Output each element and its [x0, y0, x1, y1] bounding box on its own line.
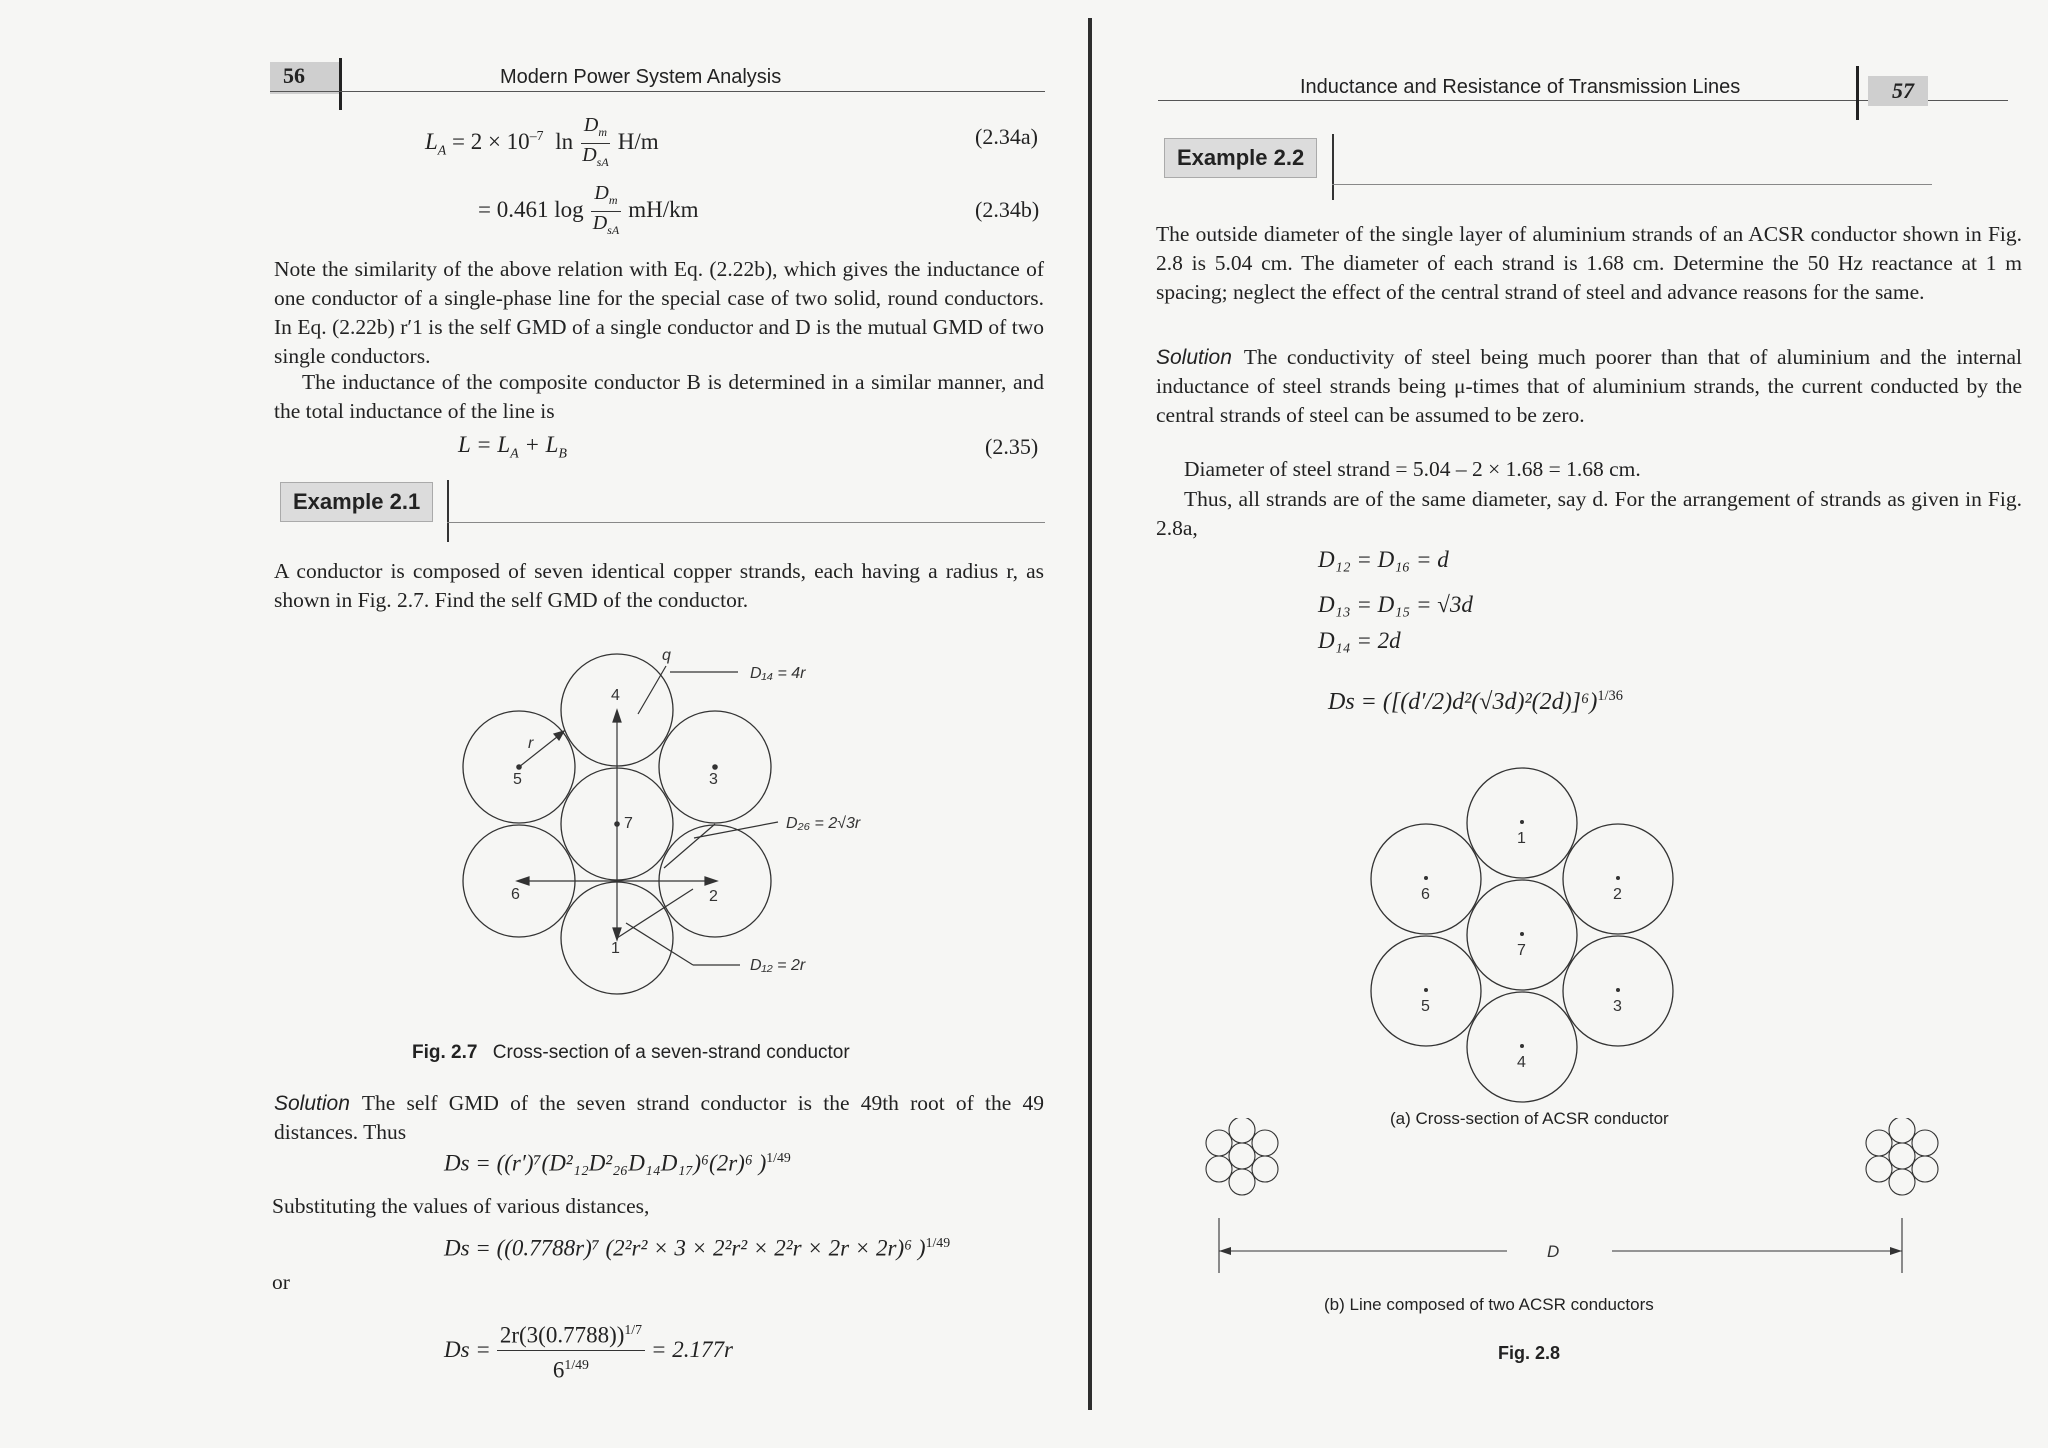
figure-2-7-caption [412, 1042, 850, 1064]
solution-text: The self GMD of the seven strand conductor is the 49th root of the 49 distances. Thus [274, 1091, 1044, 1144]
equation-number-2-34a: (2.34a) [975, 124, 1038, 149]
label-r: r [528, 735, 534, 752]
page-number: 57 [1892, 78, 1914, 103]
substituting-text: Substituting the values of various distances, [272, 1194, 650, 1218]
figure-2-7-caption-number: Fig. 2.7 [412, 1042, 478, 1063]
running-head: Modern Power System Analysis [500, 66, 782, 88]
equation-2-35: $L = L_A + L_B$ [458, 432, 567, 461]
label-3: 3 [1613, 998, 1622, 1015]
d-arrow-right [1890, 1247, 1902, 1255]
d26-arrowhead-left [517, 877, 529, 885]
figure-2-8-caption: Fig. 2.8 [1498, 1343, 1561, 1363]
label-4: 4 [1517, 1054, 1526, 1071]
label-q: q [662, 647, 671, 664]
equation-d12: D₁₂ = D₁₆ = d [1318, 547, 1449, 572]
header-tick [339, 58, 342, 110]
equation-ds-1: Ds = ((r′)⁷(D²₁₂D²₂₆D₁₄D₁₇)⁶(2r)⁶ )$^{1/49}$ [444, 1150, 791, 1176]
figure-2-8b-caption: (b) Line composed of two ACSR conductors [1324, 1295, 1654, 1314]
steel-diameter-text: Diameter of steel strand = 5.04 – 2 × 1.68 = 1.68 cm. [1184, 457, 1641, 481]
page-number-box [270, 62, 340, 94]
solution-paragraph [1156, 343, 2022, 430]
right-page [1092, 0, 2048, 1448]
figure-2-7-caption-text: Cross-section of a seven-strand conductor [492, 1042, 850, 1063]
label-d12: D₁₂ = 2r [750, 957, 806, 974]
example-2-1-tick [447, 480, 449, 542]
example-2-2-text: The outside diameter of the single layer of aluminium strands of an ACSR conductor shown in Fig. 2.8 is 5.04 cm. The diameter of each strand is 1.68 cm. Determine the 50 Hz reactance at 1 m spacing; neglect the effect of the central strand of steel and advance reasons for the same. [1156, 222, 2022, 304]
solution-label: Solution [1156, 346, 1232, 369]
page-number: 56 [283, 63, 305, 88]
example-2-1-rule [447, 522, 1045, 523]
d12-diag [626, 923, 693, 965]
example-2-2-heading: Example 2.2 [1164, 138, 1317, 178]
label-2: 2 [709, 888, 718, 905]
label-6: 6 [511, 886, 520, 903]
d26-arrowhead-right [705, 877, 717, 885]
figure-2-8a-caption: (a) Cross-section of ACSR conductor [1390, 1109, 1669, 1128]
figure-2-7 [440, 640, 900, 1010]
d26-leader [694, 822, 778, 838]
equation-ds: $Ds = ([(d'/2)d^2(√3d)^2(2d)]^6)^{1/36}$ [1328, 688, 1623, 715]
label-4: 4 [611, 687, 620, 704]
equation-ds-2: Ds = ((0.7788r)⁷ (2²r² × 3 × 2²r² × 2²r × 2r × 2r)⁶ )$^{1/49}$ [444, 1235, 951, 1261]
d-arrow-left [1219, 1247, 1231, 1255]
solution-paragraph [274, 1089, 1044, 1147]
example-2-2-rule [1332, 184, 1932, 185]
label-2: 2 [1613, 886, 1622, 903]
equation-ds-3: Ds = $\frac{2r(3(0.7788))^{1/7}}{6^{1/49}}$ = 2.177r [444, 1316, 733, 1384]
label-5: 5 [513, 771, 522, 788]
label-d14: D₁₄ = 4r [750, 665, 806, 682]
example-2-1-heading: Example 2.1 [280, 482, 433, 522]
equation-d14: D₁₄ = 2d [1318, 628, 1401, 653]
q-leader [638, 666, 666, 714]
or-text: or [272, 1270, 290, 1294]
total-inductance-paragraph: The inductance of the composite conductor B is determined in a similar manner, and the total inductance of the line is [274, 370, 1044, 423]
figure-2-8a [1362, 765, 1682, 1110]
equation-d13: D₁₃ = D₁₅ = √3d [1318, 592, 1473, 617]
label-1: 1 [611, 940, 620, 957]
label-d: D [1547, 1242, 1560, 1261]
d14-arrowhead-bottom [613, 928, 621, 940]
label-6: 6 [1421, 886, 1430, 903]
left-conductor [1206, 1118, 1278, 1195]
label-3: 3 [709, 771, 718, 788]
figure-2-8b [1172, 1118, 1972, 1283]
equation-number-2-34b: (2.34b) [975, 197, 1040, 222]
r-line [519, 733, 562, 767]
right-conductor [1866, 1118, 1938, 1195]
label-7: 7 [1517, 942, 1526, 959]
note-paragraph: Note the similarity of the above relation with Eq. (2.22b), which gives the inductance of one conductor of a single-phase line for the special case of two solid, round conductors. In Eq. (2.22b) r′1 is the self GMD of a single conductor and D is the mutual GMD of two single conductors. [274, 257, 1044, 368]
equation-2-34a: $L_A = 2 \times 10^{-7}$ ln $\frac{D_m}{D_{sA}}$ H/m [425, 114, 659, 169]
label-d26: D₂₆ = 2√3r [786, 815, 861, 832]
example-2-2-tick [1332, 134, 1334, 200]
label-5: 5 [1421, 998, 1430, 1015]
d14-arrowhead-top [613, 710, 621, 722]
equation-number-2-35: (2.35) [985, 434, 1039, 459]
example-2-1-text: A conductor is composed of seven identical copper strands, each having a radius r, as shown in Fig. 2.7. Find the self GMD of the conductor. [274, 559, 1044, 612]
solution-label: Solution [274, 1092, 350, 1115]
solution-text: The conductivity of steel being much poorer than that of aluminium and the internal inductance of steel strands being μ-times that of aluminium strands, the current conducted by the central strands of steel can be assumed to be zero. [1156, 345, 2022, 427]
thus-text: Thus, all strands are of the same diameter, say d. For the arrangement of strands as given in Fig. 2.8a, [1156, 487, 2022, 540]
label-1: 1 [1517, 830, 1526, 847]
header-tick [1856, 66, 1859, 120]
equation-2-34b: = 0.461 log $\frac{D_m}{D_{sA}}$ mH/km [478, 182, 699, 237]
header-rule [270, 91, 1045, 92]
label-7: 7 [624, 815, 633, 832]
running-head: Inductance and Resistance of Transmission Lines [1300, 76, 1741, 98]
